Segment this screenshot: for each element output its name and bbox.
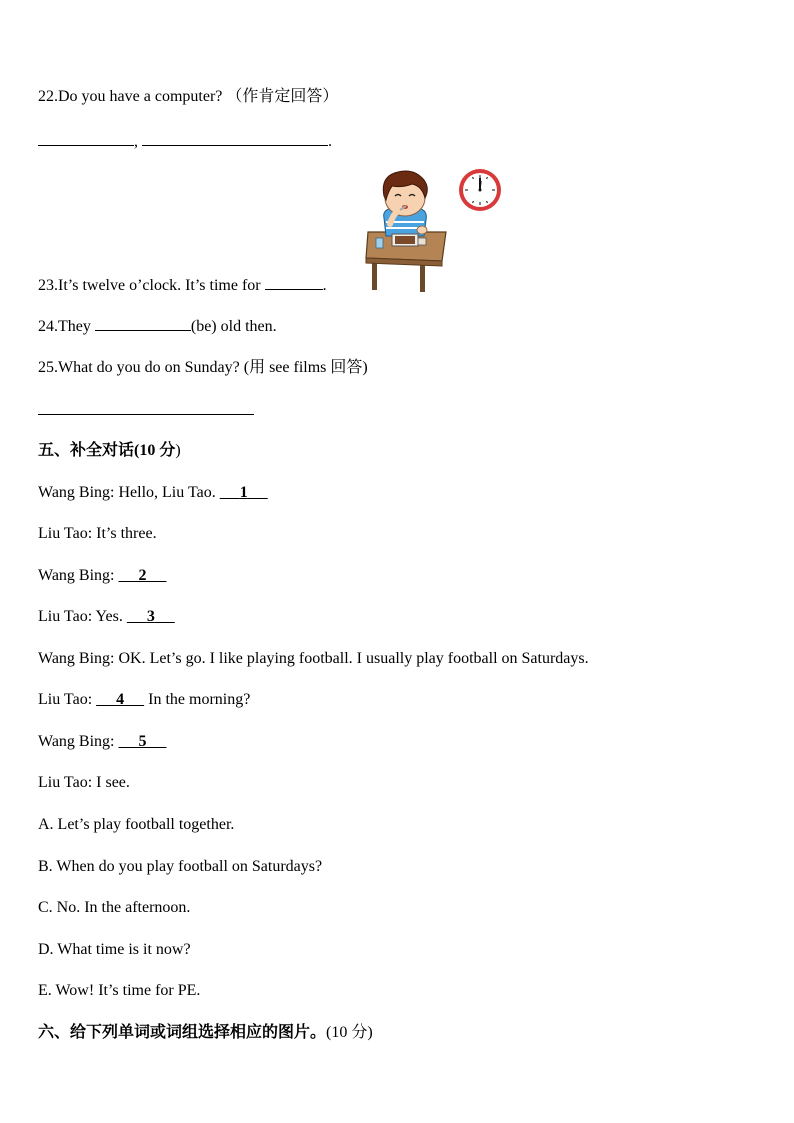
question-25 [38,358,368,378]
section-6-heading [38,1023,373,1043]
question-text-after: (be) old then. [190,318,277,335]
period: . [328,133,332,150]
speaker: Liu Tao: [38,691,93,708]
section-5-heading [38,441,181,461]
speaker: Liu Tao: [38,608,93,625]
dialogue-line [38,690,250,710]
dialogue-blank[interactable] [127,608,175,625]
option-e: E. Wow! It’s time for PE. [38,982,201,999]
dialogue-line [38,607,175,627]
blank-number: 2 [138,567,147,584]
question-text-before: They [58,318,91,335]
dialogue-line [38,649,589,669]
answer-blank[interactable] [95,316,191,331]
option-d: D. What time is it now? [38,941,191,958]
section-5-title: 五、补全对话(10 分 [38,442,176,459]
blank-number: 1 [239,484,248,501]
section-6-score: (10 分) [326,1024,373,1041]
dialogue-blank[interactable] [118,733,166,750]
dialogue-line [38,732,166,752]
question-22 [38,87,338,107]
speaker: Wang Bing: [38,650,115,667]
blank-number: 5 [138,733,147,750]
option-b: B. When do you play football on Saturdays? [38,858,323,875]
dialogue-line [38,566,166,586]
section-5-paren: ) [175,442,181,459]
dialogue-blank[interactable] [96,691,144,708]
clock-icon [459,169,501,211]
answer-blank[interactable] [38,131,134,146]
option-a: A. Let’s play football together. [38,816,235,833]
question-23 [38,275,327,296]
question-text: Do you have a computer? （作肯定回答） [58,88,339,105]
question-24 [38,316,277,337]
answer-blank[interactable] [142,131,328,146]
question-number: 25. [38,359,58,376]
answer-line-25 [38,400,254,421]
dialogue-blank[interactable] [220,484,268,501]
dialogue-line [38,524,157,544]
question-number: 22. [38,88,58,105]
dialogue-text: OK. Let’s go. I like playing football. I usually play football on Saturdays. [118,650,589,667]
speaker: Liu Tao: [38,525,93,542]
blank-number: 4 [116,691,125,708]
blank-number: 3 [146,608,155,625]
dialogue-line [38,773,130,793]
question-number: 24. [38,318,58,335]
speaker: Wang Bing: [38,567,115,584]
dialogue-text: Hello, Liu Tao. [118,484,216,501]
speaker: Wang Bing: [38,484,115,501]
boy-eating-lunch-illustration [362,166,507,294]
answer-blank[interactable] [265,275,323,290]
comma: , [134,133,138,150]
question-text: What do you do on Sunday? (用 see films 回答) [58,359,368,376]
question-number: 23. [38,277,58,294]
answer-line-22 [38,131,332,152]
dialogue-text: I see. [96,774,130,791]
answer-blank[interactable] [38,400,254,415]
question-text: It’s twelve o’clock. It’s time for [58,277,261,294]
dialogue-line [38,483,268,503]
option-c: C. No. In the afternoon. [38,899,191,916]
section-6-title: 六、给下列单词或词组选择相应的图片。 [38,1024,327,1041]
period: . [322,277,327,294]
dialogue-text: It’s three. [96,525,157,542]
dialogue-text: In the morning? [148,691,251,708]
speaker: Liu Tao: [38,774,93,791]
dialogue-blank[interactable] [118,567,166,584]
speaker: Wang Bing: [38,733,115,750]
dialogue-text: Yes. [95,608,123,625]
